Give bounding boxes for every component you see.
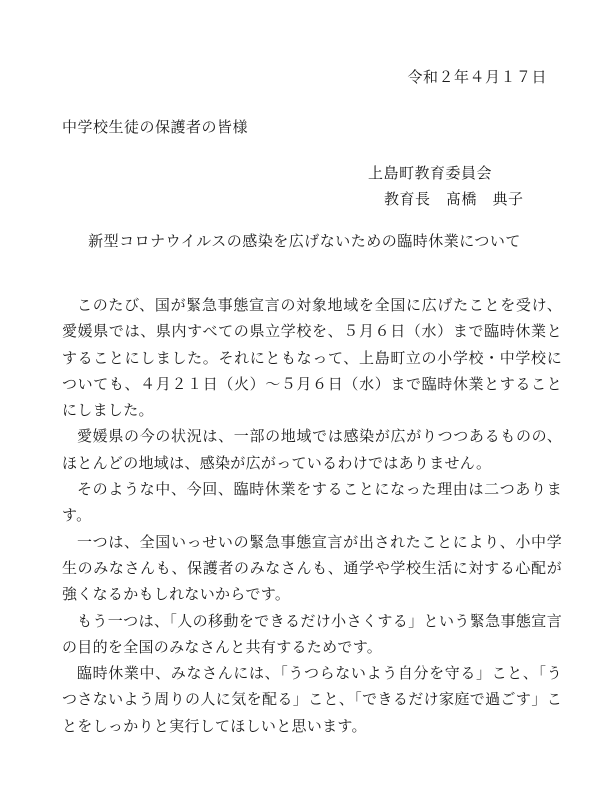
sender-title-name: 教育長 髙橋 典子	[384, 190, 524, 208]
letter-recipient: 中学校生徒の保護者の皆様	[62, 118, 249, 136]
sender-organization: 上島町教育委員会	[368, 164, 493, 182]
body-paragraph: もう一つは、「人の移動をできるだけ小さくする」という緊急事態宣言の目的を全国のみなさんと共有するためです。	[62, 611, 562, 656]
body-paragraph: 愛媛県の今の状況は、一部の地域では感染が広がりつつあるものの、ほとんどの地域は、感染が広がっているわけではありません。	[62, 427, 562, 472]
body-paragraph: そのような中、今回、臨時休業をすることになった理由は二つあります。	[62, 480, 562, 525]
letter-sender	[368, 160, 524, 212]
body-paragraph: このたび、国が緊急事態宣言の対象地域を全国に広げたことを受け、愛媛県では、県内すべての県立学校を、５月６日（水）まで臨時休業とすることにしました。それにともなって、上島町立の小学校・中学校についても、４月２１日（火）～５月６日（水）まで臨時休業とすることにしました。	[62, 296, 562, 420]
letter-date: 令和２年４月１７日	[407, 68, 547, 86]
letter-body	[62, 292, 562, 739]
body-paragraph: 一つは、全国いっせいの緊急事態宣言が出されたことにより、小中学生のみなさんも、保護者のみなさんも、通学や学校生活に対する心配が強くなるかもしれないからです。	[62, 532, 562, 604]
letter-subject: 新型コロナウイルスの感染を広げないための臨時休業について	[88, 232, 521, 250]
body-paragraph: 臨時休業中、みなさんには、「うつらないよう自分を守る」こと、「うつさないよう周りの人に気を配る」こと、「できるだけ家庭で過ごす」ことをしっかりと実行してほしいと思います。	[62, 664, 562, 735]
